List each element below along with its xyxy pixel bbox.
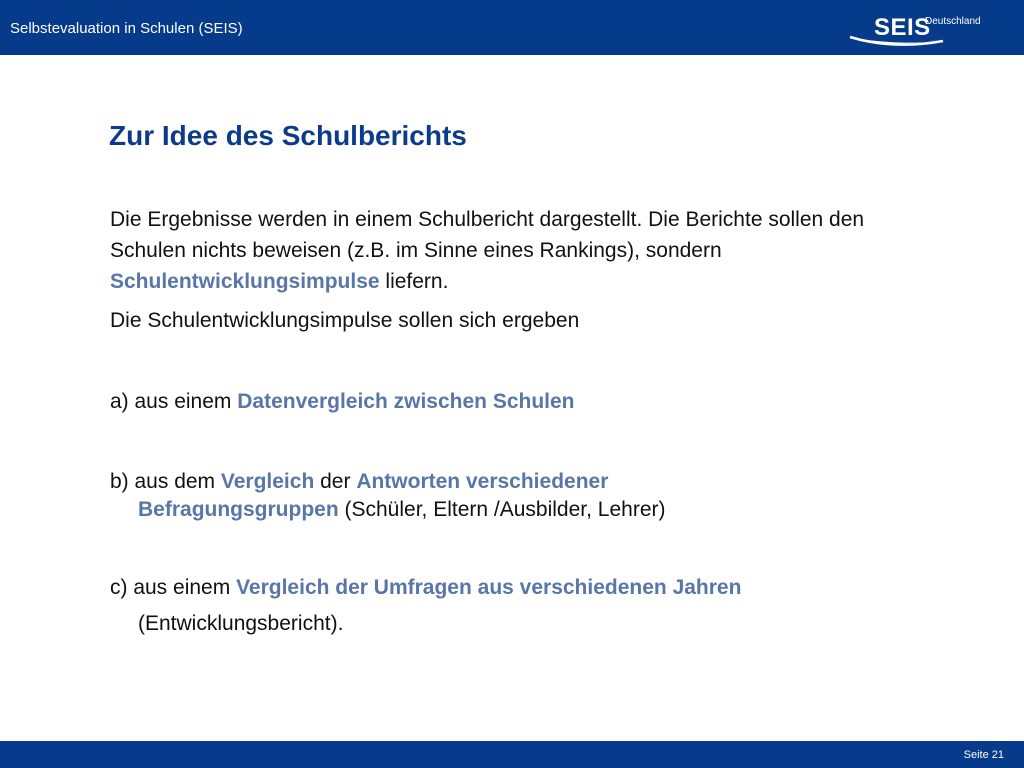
item-b-highlight-1: Vergleich [220, 470, 315, 493]
item-c-highlight: Vergleich der Umfragen aus verschiedenen Jahren [236, 576, 742, 599]
seis-logo [848, 10, 998, 50]
intro-text-b: liefern. [379, 270, 449, 293]
intro-paragraph [110, 204, 930, 297]
list-item-a [110, 386, 930, 417]
item-b-prefix: b) aus dem [110, 470, 221, 493]
list-item-c [110, 570, 930, 642]
item-b-mid: der [314, 470, 357, 493]
presentation-title: Selbstevaluation in Schulen (SEIS) [10, 20, 243, 37]
lead-in-paragraph: Die Schulentwicklungsimpulse sollen sich ergeben [110, 309, 580, 332]
intro-highlight: Schulentwicklungsimpulse [110, 270, 380, 293]
slide-title: Zur Idee des Schulberichts [109, 120, 467, 151]
intro-text-a: Die Ergebnisse werden in einem Schulbericht dargestellt. Die Berichte sollen den Schulen nichts beweisen (z.B. im Sinne eines Rankings), sondern [110, 208, 865, 262]
logo-sub-text: Deutschland [925, 16, 981, 27]
item-b-highlight-2: Antworten verschiedener [356, 470, 609, 493]
logo-main-text: SEIS [874, 14, 931, 41]
item-b-line2 [110, 496, 930, 524]
item-c-line2: (Entwicklungsbericht). [138, 612, 344, 635]
page-number: Seite 21 [963, 749, 1004, 761]
footer-bar [0, 741, 1024, 768]
item-b-suffix: (Schüler, Eltern /Ausbilder, Lehrer) [338, 498, 666, 521]
item-a-highlight: Datenvergleich zwischen Schulen [237, 390, 575, 413]
item-c-prefix: c) aus einem [110, 576, 237, 599]
item-b-highlight-3: Befragungsgruppen [138, 498, 339, 521]
list-item-b [110, 468, 930, 524]
item-a-prefix: a) aus einem [110, 390, 238, 413]
header-bar [0, 0, 1024, 55]
